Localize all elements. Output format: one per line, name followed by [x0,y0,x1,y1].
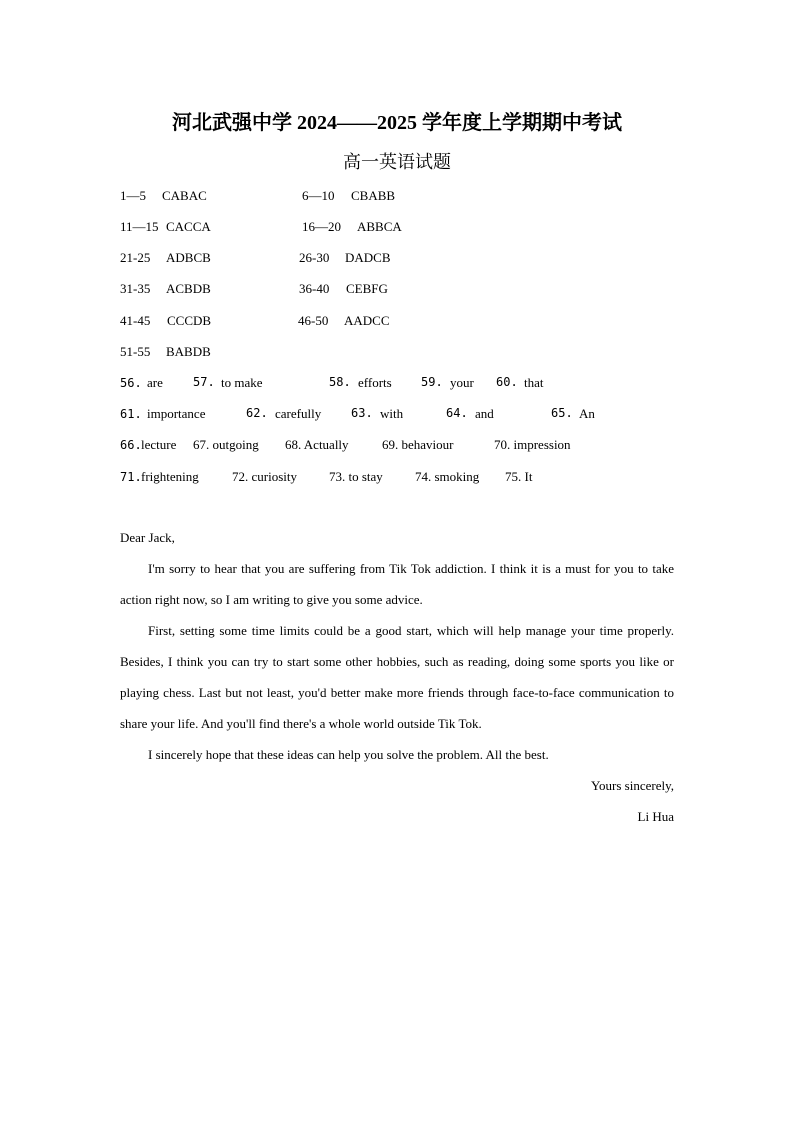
letter-salutation: Dear Jack, [120,530,175,545]
answer-item: 72. curiosity [232,469,297,484]
question-range: 51-55 [120,344,151,359]
answer-word: that [524,375,544,390]
question-number: 56. [120,376,142,390]
question-range: 41-45 [120,313,151,328]
answer-key: ABBCA [357,219,402,234]
answer-key: CBABB [351,188,396,203]
letter-signature: Li Hua [637,809,674,824]
question-range: 46-50 [298,313,329,328]
question-range: 16—20 [302,219,341,234]
answer-word: to make [221,375,263,390]
page-title: 河北武强中学 2024——2025 学年度上学期期中考试 [172,112,622,134]
answer-key: CCCDB [167,313,212,328]
question-number: 63. [351,406,373,420]
question-range: 6—10 [302,188,335,203]
answer-key: ADBCB [166,250,211,265]
question-number: 66. [120,438,142,452]
question-number: 65. [551,406,573,420]
question-number: 59. [421,375,443,389]
question-number: 64. [446,406,468,420]
letter-paragraph: I'm sorry to hear that you are suffering from Tik Tok addiction. I think it is a must for you to take action right now, so I am writing to give you some advice. [120,561,674,607]
question-number: 71. [120,470,142,484]
answer-word: lecture [141,437,177,452]
answer-word: with [380,406,404,421]
question-range: 36-40 [299,281,330,296]
answer-word: An [579,406,595,421]
question-number: 57. [193,375,215,389]
answer-word: carefully [275,406,322,421]
question-number: 58. [329,375,351,389]
model-essay [120,522,674,832]
question-number: 61. [120,407,142,421]
page-subtitle: 高一英语试题 [343,152,451,172]
answer-word: efforts [358,375,392,390]
answer-key: CACCA [166,219,211,234]
answer-word: frightening [141,469,199,484]
answer-key: BABDB [166,344,211,359]
answer-item: 73. to stay [329,469,383,484]
question-range: 26-30 [299,250,330,265]
answer-key: AADCC [344,313,390,328]
answer-key: ACBDB [166,281,211,296]
question-range: 31-35 [120,281,151,296]
question-number: 60. [496,375,518,389]
question-range: 1—5 [120,188,146,203]
answer-word: importance [147,406,206,421]
answer-key: DADCB [345,250,391,265]
letter-paragraph: First, setting some time limits could be a good start, which will help manage your time properly. Besides, I think you can try to start some other hobbies, such as reading, doing some sports you like or playing chess. Last but not least, you'd better make more friends through face-to-face communication to share your life. And you'll find there's a whole world outside Tik Tok. [120,623,674,731]
answer-key: CEBFG [346,281,388,296]
answer-item: 74. smoking [415,469,480,484]
letter-paragraph: I sincerely hope that these ideas can help you solve the problem. All the best. [148,747,549,762]
question-range: 21-25 [120,250,151,265]
answer-item: 70. impression [494,437,571,452]
answer-word: and [475,406,494,421]
answer-word: your [450,375,474,390]
answer-item: 75. It [505,469,533,484]
answer-item: 69. behaviour [382,437,454,452]
answer-item: 67. outgoing [193,437,259,452]
letter-closing: Yours sincerely, [590,778,674,793]
question-number: 62. [246,406,268,420]
question-range: 11—15 [120,219,159,234]
answer-item: 68. Actually [285,437,349,452]
answer-word: are [147,375,163,390]
answer-key: CABAC [162,188,207,203]
